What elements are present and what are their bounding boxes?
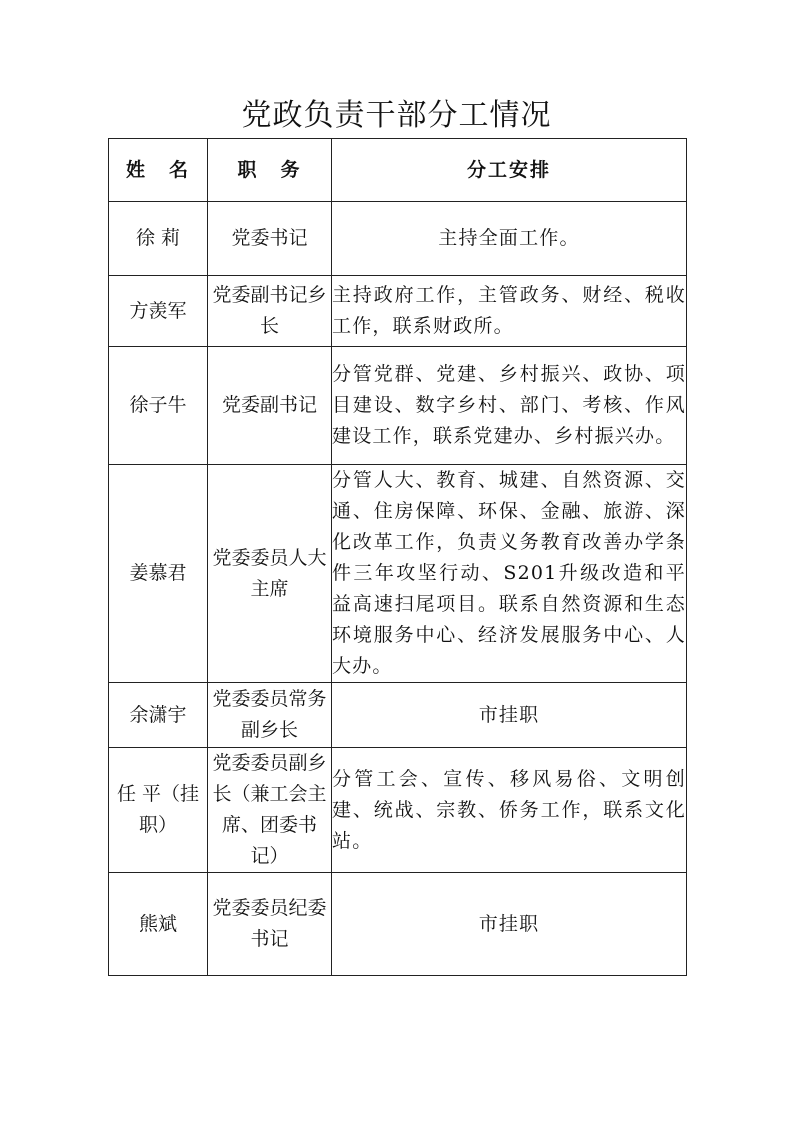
table-row bbox=[109, 873, 687, 976]
duty-cell: 市挂职 bbox=[332, 873, 687, 976]
duty-cell: 分管工会、宣传、移风易俗、文明创建、统战、宗教、侨务工作，联系文化站。 bbox=[332, 748, 687, 873]
header-name-a: 姓 bbox=[125, 158, 147, 181]
duty-cell: 分管党群、党建、乡村振兴、政协、项目建设、数字乡村、部门、考核、作风建设工作，联系党建办、乡村振兴办。 bbox=[332, 347, 687, 465]
table-row bbox=[109, 465, 687, 683]
header-position bbox=[208, 139, 332, 202]
table-row bbox=[109, 347, 687, 465]
position-cell: 党委委员纪委书记 bbox=[208, 873, 332, 976]
header-position-b: 务 bbox=[280, 158, 302, 181]
header-name bbox=[109, 139, 208, 202]
header-duty: 分工安排 bbox=[332, 139, 687, 202]
position-cell: 党委书记 bbox=[208, 202, 332, 276]
header-position-a: 职 bbox=[237, 158, 259, 181]
position-cell: 党委副书记乡长 bbox=[208, 276, 332, 347]
duty-cell: 主持全面工作。 bbox=[332, 202, 687, 276]
name-cell: 姜慕君 bbox=[109, 465, 208, 683]
table-row bbox=[109, 683, 687, 748]
duty-cell: 分管人大、教育、城建、自然资源、交通、住房保障、环保、金融、旅游、深化改革工作，负责义务教育改善办学条件三年攻坚行动、S201升级改造和平益高速扫尾项目。联系自然资源和生态环境服务中心、经济发展服务中心、人大办。 bbox=[332, 465, 687, 683]
table-row bbox=[109, 748, 687, 873]
position-cell: 党委副书记 bbox=[208, 347, 332, 465]
name-cell: 任 平（挂职） bbox=[109, 748, 208, 873]
duty-cell: 主持政府工作，主管政务、财经、税收工作，联系财政所。 bbox=[332, 276, 687, 347]
name-cell: 徐子牛 bbox=[109, 347, 208, 465]
name-cell: 熊斌 bbox=[109, 873, 208, 976]
duty-cell: 市挂职 bbox=[332, 683, 687, 748]
name-cell: 方羡军 bbox=[109, 276, 208, 347]
name-cell: 徐 莉 bbox=[109, 202, 208, 276]
position-cell: 党委委员人大主席 bbox=[208, 465, 332, 683]
name-cell: 余潇宇 bbox=[109, 683, 208, 748]
position-cell: 党委委员副乡长（兼工会主席、团委书记） bbox=[208, 748, 332, 873]
page-title: 党政负责干部分工情况 bbox=[241, 98, 552, 133]
table-row bbox=[109, 202, 687, 276]
duty-table bbox=[108, 138, 687, 976]
position-cell: 党委委员常务副乡长 bbox=[208, 683, 332, 748]
header-name-b: 名 bbox=[169, 158, 191, 181]
table-row bbox=[109, 276, 687, 347]
table-header-row bbox=[109, 139, 687, 202]
